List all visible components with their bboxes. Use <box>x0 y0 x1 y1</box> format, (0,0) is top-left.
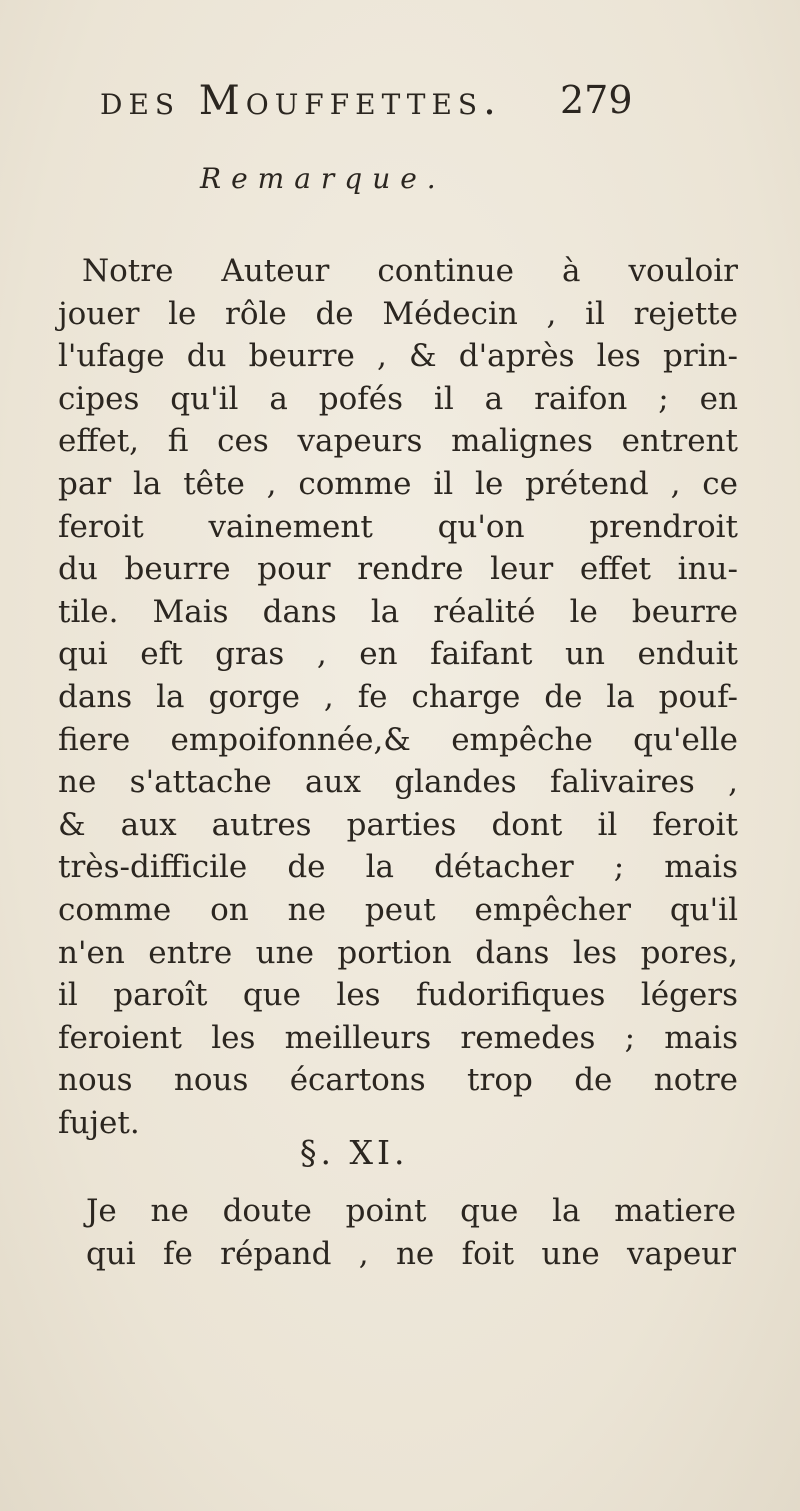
text-line: l'ufage du beurre , & d'après les prin- <box>58 338 738 375</box>
paragraph-section-xi <box>86 1190 736 1275</box>
text-line: tile. Mais dans la réalité le beurre <box>58 593 738 630</box>
text-line: ne s'attache aux glandes falivaires , <box>58 764 738 801</box>
text-line: qui eft gras , en faifant un enduit <box>58 636 738 673</box>
running-head: des Mouffettes. <box>100 78 502 124</box>
text-line: il paroît que les fudorifiques légers <box>58 977 738 1014</box>
text-line: très-difficile de la détacher ; mais <box>58 849 738 886</box>
text-line: comme on ne peut empêcher qu'il <box>58 891 738 928</box>
text-line: fiere empoifonnée,& empêche qu'elle <box>58 721 738 758</box>
section-number: §. XI. <box>300 1133 409 1172</box>
text-line: n'en entre une portion dans les pores, <box>58 934 738 971</box>
text-line: Notre Auteur continue à vouloir <box>82 253 738 289</box>
text-line: cipes qu'il a pofés il a raifon ; en <box>58 380 738 417</box>
text-line: & aux autres parties dont il feroit <box>58 806 738 843</box>
text-line: qui fe répand , ne foit une vapeur <box>86 1235 736 1272</box>
page-header <box>0 78 800 138</box>
text-line: effet, fi ces vapeurs malignes entrent <box>58 423 738 460</box>
paragraph-remarque <box>58 250 738 1144</box>
section-heading: Remarque. <box>200 162 446 195</box>
text-line: feroit vainement qu'on prendroit <box>58 508 738 545</box>
page-number: 279 <box>560 78 633 122</box>
text-line: par la tête , comme il le prétend , ce <box>58 465 738 502</box>
text-line: du beurre pour rendre leur effet inu- <box>58 551 738 588</box>
text-line: dans la gorge , fe charge de la pouf- <box>58 678 738 715</box>
text-line: Je ne doute point que la matiere <box>86 1193 736 1229</box>
text-line: fujet. <box>58 1104 140 1141</box>
text-line: nous nous écartons trop de notre <box>58 1062 738 1099</box>
text-line: feroient les meilleurs remedes ; mais <box>58 1019 738 1056</box>
text-line: jouer le rôle de Médecin , il rejette <box>58 295 738 332</box>
